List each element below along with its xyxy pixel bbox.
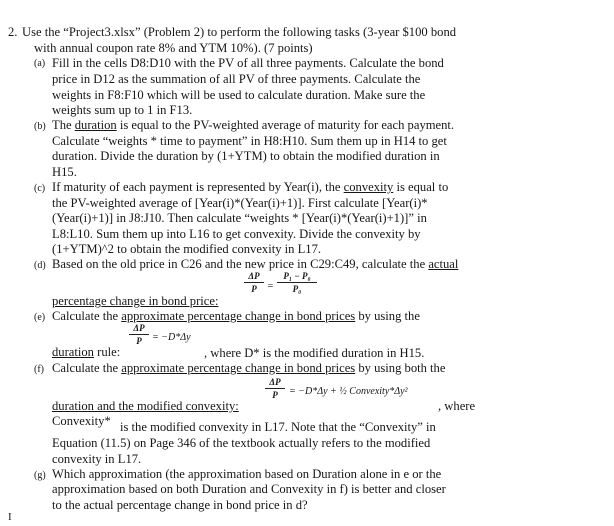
part-f-line-1-post: by using both the [355,361,446,375]
part-f-label: (f) [34,364,44,375]
part-c-line-2: the PV-weighted average of [Year(i)*(Year(i)+1)]. First calculate [Year(i)* [52,196,428,210]
part-e-label: (e) [34,312,46,323]
part-b-line-1 [52,118,454,133]
part-e-line-1-post: by using the [355,309,420,323]
part-c-line-1-pre: If maturity of each payment is represented by Year(i), the [52,180,344,194]
part-c-line-1-post: is equal to [393,180,449,194]
price-change-fraction [277,271,317,294]
part-f-line-3: is the modified convexity in L17. Note that the “Convexity” in [120,420,436,434]
fraction-denominator: P [136,336,142,346]
fraction-numerator: ΔP [269,377,281,387]
part-f-line-1 [52,361,445,376]
part-a-line-4: weights sum up to 1 in F13. [52,103,193,117]
part-b-line-1-pre: The [52,118,75,132]
part-c-line-3: (Year(i)+1)] in J8:J10. Then calculate “weights * [Year(i)*(Year(i)+1)]” in [52,211,427,225]
part-b-line-3: duration. Divide the duration by (1+YTM) to obtain the modified duration in [52,149,440,163]
part-e-where: , where D* is the modified duration in H15. [204,346,425,360]
problem-number: 2. [8,25,18,39]
part-e-line-2 [52,345,120,360]
part-c-line-1 [52,180,448,195]
part-a-line-3: weights in F8:F10 which will be used to calculate duration. Make sure the [52,88,426,102]
fraction-numerator: ΔP [248,271,260,281]
problem-intro-line-1: Use the “Project3.xlsx” (Problem 2) to perform the following tasks (3-year $100 bond [22,25,457,39]
fraction-numerator: ΔP [133,323,145,333]
part-b-line-2: Calculate “weights * time to payment” in H8:H10. Sum them up in H14 to get [52,134,447,148]
delta-p-over-p-fraction-d [244,271,264,294]
part-e-line-1-pre: Calculate the [52,309,122,323]
duration-term: duration [74,118,117,132]
part-d-line-2: percentage change in bond price: [52,294,219,308]
fraction-denominator: P [251,284,257,294]
part-a-line-1: Fill in the cells D8:D10 with the PV of all three payments. Calculate the bond [52,56,444,70]
convexity-label: Convexity* [52,414,111,428]
part-e-line-2-post: rule: [93,345,121,359]
part-d-line-1 [52,257,458,272]
part-c-line-4: L8:L10. Sum them up into L16 to get convexity. Divide the convexity by [52,227,421,241]
part-g-line-2: approximation based on both Duration and Convexity in f) is better and closer [52,482,446,496]
part-f-line-2: duration and the modified convexity: [52,399,239,413]
duration-convexity-rhs: = −D*Δy + ½ Convexity*Δy² [289,386,408,397]
part-a-label: (a) [34,58,46,69]
part-c-label: (c) [34,183,46,194]
part-d-line-1-pre: Based on the old price in C26 and the new price in C29:C49, calculate the [52,257,429,271]
convexity-term: convexity [343,180,394,194]
part-d-label: (d) [34,260,46,271]
part-f-where: , where [438,399,476,413]
delta-p-over-p-fraction-f [265,377,285,400]
margin-mark: I [8,511,12,523]
duration-rule-term: duration [52,345,94,359]
part-f-line-5: convexity in L17. [52,452,142,466]
actual-term: actual [428,257,459,271]
duration-rule-rhs: = −D*Δy [152,332,191,343]
part-g-label: (g) [34,470,46,481]
approx-change-term: approximate percentage change in bond prices [121,361,356,375]
fraction-numerator: P₁ − P₀ [283,271,311,281]
part-g-line-1: Which approximation (the approximation based on Duration alone in e or the [52,467,442,481]
fraction-denominator: P₀ [292,284,302,294]
part-b-line-1-post: is equal to the PV-weighted average of maturity for each payment. [116,118,455,132]
delta-p-over-p-fraction-e [129,323,149,346]
part-b-label: (b) [34,121,46,132]
part-e-line-1 [52,309,420,324]
part-f-line-1-pre: Calculate the [52,361,122,375]
part-b-line-4: H15. [52,165,77,179]
part-g-line-3: to the actual percentage change in bond price in d? [52,498,308,512]
problem-intro-line-2: with annual coupon rate 8% and YTM 10%). (7 points) [34,41,313,55]
part-f-line-4: Equation (11.5) on Page 346 of the textbook actually refers to the modified [52,436,431,450]
part-a-line-2: price in D12 as the summation of all PV of three payments. Calculate the [52,72,421,86]
fraction-denominator: P [272,390,278,400]
approx-change-term: approximate percentage change in bond prices [121,309,356,323]
part-c-line-5: (1+YTM)^2 to obtain the modified convexity in L17. [52,242,322,256]
equals-sign: = [267,281,274,292]
